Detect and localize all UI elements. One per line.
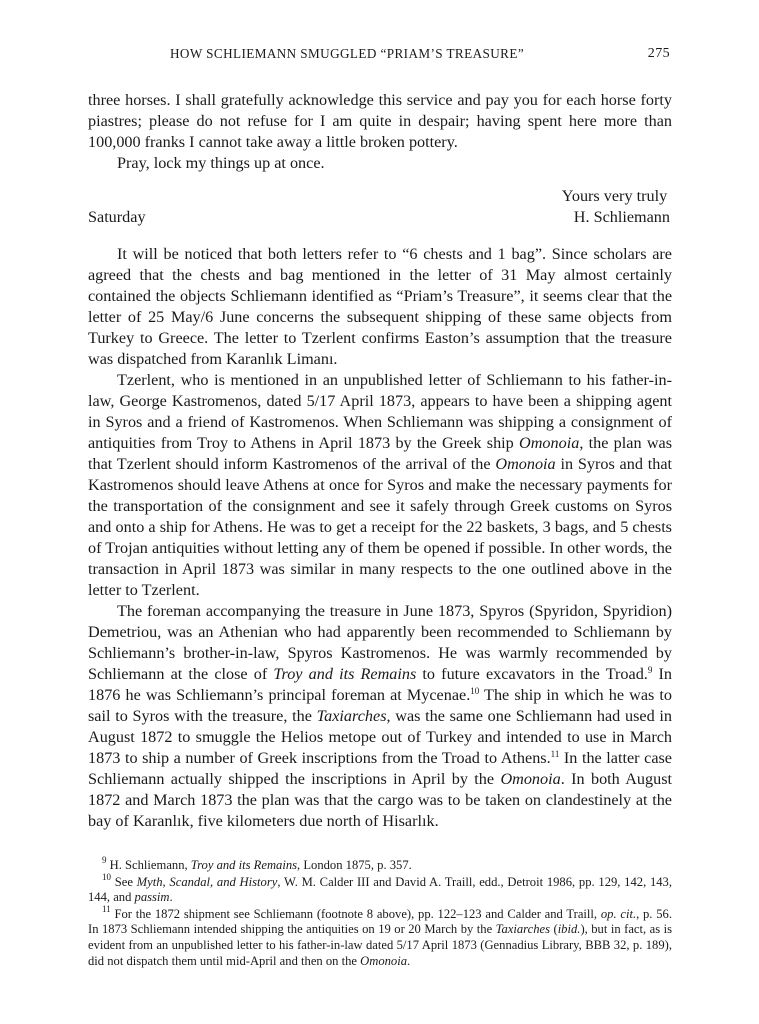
letter-day: Saturday xyxy=(88,208,146,226)
text-run: . In both August 1872 and March 1873 the plan was that the cargo was to be taken on clandestinely at the bay of Karanlık, five kilometers due north of Hisarlık. xyxy=(88,770,672,830)
ship-name: Taxiarches xyxy=(316,707,387,725)
text-run: ), but in fact, as is evident from an unpublished letter to his father-in-law dated 5/17 April 1873 (Gennadius Library, BBB 32, p. 189), did not dispatch them until mid-April and then on the xyxy=(88,922,673,968)
text-run: , W. M. Calder III and David A. Traill, edd., Detroit 1986, pp. 129, 142, 143, 144, and xyxy=(88,874,672,905)
text-run: ( xyxy=(550,922,558,937)
footnote-number: 10 xyxy=(102,871,111,882)
running-head xyxy=(88,46,670,66)
article-paragraph xyxy=(88,601,672,832)
text-run: The ship in which he was to sail to Syros with the treasure, the xyxy=(88,686,672,725)
footnote-number: 9 xyxy=(102,855,107,865)
letter-closing: Yours very truly xyxy=(561,187,668,205)
page-number: 275 xyxy=(647,46,670,61)
text-run: In the latter case Schliemann actually shipped the inscriptions in April by the xyxy=(88,749,672,788)
main-text xyxy=(88,90,672,832)
letter-signoff xyxy=(88,186,672,228)
text-run: to future excavators in the Troad. xyxy=(416,665,648,683)
letter-paragraph: Pray, lock my things up at once. xyxy=(117,154,325,172)
latin-term: op. cit. xyxy=(600,906,637,921)
footnotes xyxy=(88,855,673,970)
footnote-11 xyxy=(88,903,673,969)
article-paragraph: It will be noticed that both letters refer to “6 chests and 1 bag”. Since scholars are agreed that the chests and bag mentioned in the letter of 31 May almost certainly contained the objects Schliemann identified as “Priam’s Treasure”, it seems clear that the letter of 25 May/6 June concerns the subsequent shipping of these same objects from Turkey to Greece. The letter to Tzerlent confirms Easton’s assumption that the treasure was dispatched from Karanlık Limanı. xyxy=(88,245,672,368)
text-run: See xyxy=(111,874,137,889)
text-run: . xyxy=(169,890,173,905)
book-title: Troy and its Remains xyxy=(190,858,298,872)
latin-term: passim xyxy=(134,890,170,905)
text-run: The foreman accompanying the treasure in June 1873, Spyros (Spyridon, Spyridion) Demetriou, was an Athenian who had apparently been recommended to Schliemann by Schliemann’s brother-in-law, Spyros Kastromenos. He was warmly recommended by Schliemann at the close of xyxy=(88,602,672,683)
letter-signature: H. Schliemann xyxy=(573,208,670,226)
footnote-ref: 10 xyxy=(470,686,480,696)
text-run: , London 1875, p. 357. xyxy=(297,858,412,872)
letter-closing-block xyxy=(562,186,670,228)
ship-name: Omonoia xyxy=(500,770,561,788)
footnote-number: 11 xyxy=(102,903,111,914)
text-run: , p. 56. In 1873 Schliemann intended shipping the antiquities on 19 or 20 March by the xyxy=(88,906,672,937)
book-title: Troy and its Remains xyxy=(273,665,417,683)
text-run: , the plan was that Tzerlent should inform Kastromenos of the arrival of the xyxy=(88,434,672,473)
text-run: For the 1872 shipment see Schliemann (footnote 8 above), pp. 122–123 and Calder and Traill, xyxy=(110,906,601,921)
ship-name: Omonoia xyxy=(360,953,408,968)
text-run: . xyxy=(407,953,411,968)
footnote-ref: 9 xyxy=(647,665,653,675)
footnote-9 xyxy=(88,855,672,874)
text-run: Tzerlent, who is mentioned in an unpublished letter of Schliemann to his father-in-law, George Kastromenos, dated 5/17 April 1873, appears to have been a shipping agent in Syros and a friend of Kastromenos. When Schliemann was shipping a consignment of antiquities from Troy to Athens in April 1873 by the Greek ship xyxy=(88,371,672,452)
running-title: HOW SCHLIEMANN SMUGGLED “PRIAM’S TREASURE” xyxy=(170,46,525,61)
footnote-ref: 11 xyxy=(550,749,560,759)
ship-name: Omonoia xyxy=(519,434,580,452)
text-run: H. Schliemann, xyxy=(106,858,191,872)
text-run: in Syros and that Kastromenos should leave Athens at once for Syros and make the necessary payments for the transportation of the consignment and see it safely through Greek customs on Syros and onto a ship for Athens. He was to get a receipt for the 22 baskets, 3 bags, and 5 chests of Trojan antiquities without letting any of them be opened if possible. In other words, the transaction in April 1873 was similar in many respects to the one outlined above in the letter to Tzerlent. xyxy=(88,455,673,599)
ship-name: Taxiarches xyxy=(495,922,550,937)
latin-term: ibid. xyxy=(557,922,581,937)
article-paragraph xyxy=(88,370,672,601)
letter-paragraph: three horses. I shall gratefully acknowledge this service and pay you for each horse forty piastres; please do not refuse for I am quite in despair; having spent here more than 100,000 franks I cannot take away a little broken pottery. xyxy=(88,91,672,151)
ship-name: Omonoia xyxy=(495,455,556,473)
footnote-10 xyxy=(88,871,672,906)
book-title: Myth, Scandal, and History xyxy=(136,874,278,889)
text-run: , was the same one Schliemann had used in August 1872 to smuggle the Helios metope out of Turkey and intended to use in March 1873 to ship a number of Greek inscriptions from the Troad to Athens. xyxy=(88,707,672,767)
text-run: In 1876 he was Schliemann’s principal foreman at Mycenae. xyxy=(88,665,672,704)
